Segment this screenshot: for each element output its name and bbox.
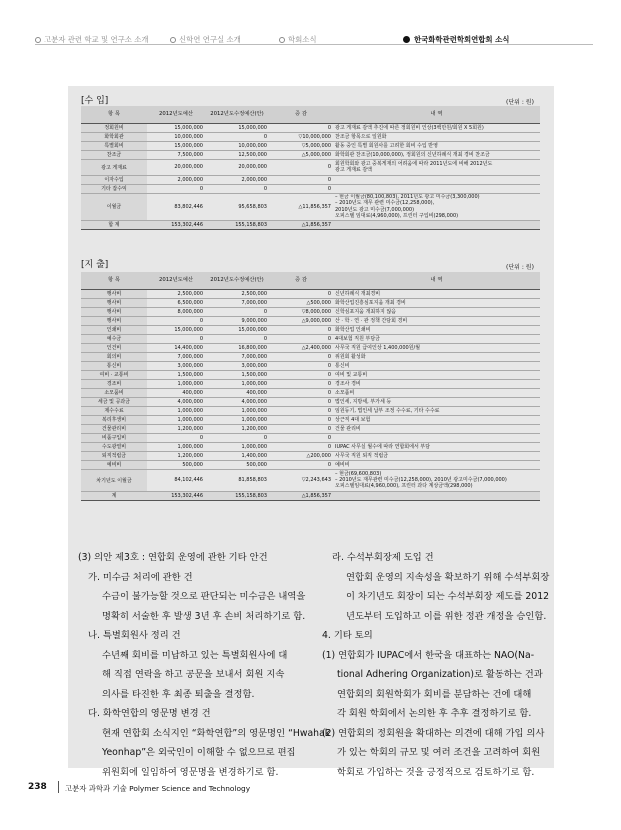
text-line: (2) 연합회의 정회원을 확대하는 의견에 대해 가입 의사 (322, 727, 545, 739)
header-line: 증 감 (295, 111, 307, 118)
nav-item-labs[interactable]: 신학연 연구실 소개 (170, 34, 241, 45)
header-cell (147, 106, 205, 123)
table-cell: 500,000 (147, 460, 205, 469)
table-cell: 7,000,000 (147, 352, 205, 361)
table-cell: 화학회관 (81, 132, 147, 141)
table-cell: 여비 · 교통비 (81, 370, 147, 379)
table-cell: 통신비 (81, 361, 147, 370)
table-cell: 155,158,803 (205, 220, 269, 229)
text-line: 명확히 서술한 후 발생 3년 후 손비 처리하기로 함. (102, 610, 306, 622)
table-cell: 화학회관 찬조금(10,000,000), 정회원의 신년하례식 개최 경비 찬조금 (333, 150, 540, 159)
table-row (81, 325, 540, 334)
table-cell: △1,856,357 (269, 491, 333, 500)
income-title: [수 입] (81, 96, 109, 106)
table-cell: 복리후생비 (81, 415, 147, 424)
cell-line: 오피스텔 임대료(4,960,000), 프린터 구입비(298,000) (335, 212, 459, 219)
table-cell: 찬조금 항목으로 일원화 (333, 132, 540, 141)
table-cell: 14,400,000 (147, 343, 205, 352)
table-cell: 7,500,000 (147, 150, 205, 159)
table-cell: 행사비 (81, 307, 147, 316)
table-row (81, 307, 540, 316)
table-cell: 2,000,000 (147, 175, 205, 184)
table-cell: 1,500,000 (205, 370, 269, 379)
table-cell: 신학심포지움 개최하지 않음 (333, 307, 540, 316)
table-cell: 0 (269, 352, 333, 361)
total-row (81, 220, 540, 229)
text-line: 가. 미수금 처리에 관한 건 (88, 571, 193, 583)
table-cell: 합 계 (81, 220, 147, 229)
header-cell (81, 272, 147, 289)
table-row (81, 334, 540, 343)
cell-line: – 2010년도 재무관련 미수금(12,258,000), 2010년 광고미수금(7,000,000) (335, 476, 507, 483)
text-line: Yeonhap”은 외국인이 이해할 수 없으므로 편집 (102, 747, 296, 758)
table-cell: 0 (205, 132, 269, 141)
table-cell: 10,000,000 (205, 141, 269, 150)
table-row (81, 460, 540, 469)
table-cell: 7,000,000 (205, 352, 269, 361)
table-cell: 화학산업진흥심포지움 개최 경비 (333, 298, 540, 307)
ring-bullet-icon (170, 37, 176, 43)
table-cell: 20,000,000 (147, 159, 205, 175)
table-cell: 건물관리비 (81, 424, 147, 433)
table-cell: 법인세, 지방세, 부가세 등 (333, 397, 540, 406)
table-cell: 153,302,446 (147, 491, 205, 500)
table-cell: 15,000,000 (147, 325, 205, 334)
header-line: 수정예산(안) (234, 111, 264, 118)
table-cell: 400,000 (147, 388, 205, 397)
section-nav (35, 30, 595, 46)
table-cell: ▽8,000,000 (269, 307, 333, 316)
text-line: 나. 특별회원사 정리 건 (88, 630, 181, 641)
table-cell: 20,000,000 (205, 159, 269, 175)
table-cell: 찬조금 (81, 150, 147, 159)
page-footer (28, 780, 588, 796)
table-cell: 0 (147, 433, 205, 442)
table-row (81, 193, 540, 220)
table-cell: 정회원비 (81, 123, 147, 132)
table-cell: 0 (147, 334, 205, 343)
header-line: 2012년도 (159, 277, 183, 284)
table-cell: IUPAC 사무실 월수에 따라 연합회에서 부담 (333, 442, 540, 451)
table-row (81, 361, 540, 370)
table-cell: 2,500,000 (147, 289, 205, 298)
table-cell: 퇴직적립금 (81, 451, 147, 460)
nav-item-society-news[interactable]: 학회소식 (279, 34, 317, 45)
table-cell: 4,000,000 (205, 397, 269, 406)
table-cell: 1,000,000 (205, 415, 269, 424)
table-cell (333, 175, 540, 184)
text-line: tional Adhering Organization)로 활동하는 건과 (337, 669, 543, 680)
header-cell (205, 272, 269, 289)
table-cell: △500,000 (269, 298, 333, 307)
table-row (81, 415, 540, 424)
table-cell: ▽5,000,000 (269, 141, 333, 150)
table-cell: 1,400,000 (205, 451, 269, 460)
table-cell: 15,000,000 (205, 325, 269, 334)
table-cell: 계 (81, 491, 147, 500)
table-cell: 0 (269, 433, 333, 442)
table-cell: 1,200,000 (147, 451, 205, 460)
table-cell: 1,000,000 (147, 406, 205, 415)
table-cell: 화학산업 인쇄비 (333, 325, 540, 334)
table-cell (333, 220, 540, 229)
nav-divider (35, 44, 593, 45)
ring-bullet-icon (279, 37, 285, 43)
table-row (81, 184, 540, 193)
table-cell: 예비비 (81, 460, 147, 469)
table-cell: 인건비 (81, 343, 147, 352)
text-line: 위원회에 일임하여 영문명을 변경하기로 함. (102, 766, 279, 778)
table-cell: 500,000 (205, 460, 269, 469)
table-cell (333, 193, 540, 220)
table-row (81, 433, 540, 442)
cell-line: 2010년도 광고 미수금(7,000,000) (335, 206, 415, 213)
table-cell: 산 · 학 · 연 · 관 정책 간담회 경비 (333, 316, 540, 325)
text-line: 연합회의 회원학회가 회비를 분담하는 건에 대해 (337, 688, 532, 700)
table-cell: 1,200,000 (147, 424, 205, 433)
table-cell: 0 (269, 325, 333, 334)
table-cell: 활동 중인 특별 회원사를 고려한 회비 수입 반영 (333, 141, 540, 150)
table-cell: 0 (205, 184, 269, 193)
left-text-column (78, 548, 330, 782)
table-cell: 1,200,000 (205, 424, 269, 433)
table-cell: 수도광열비 (81, 442, 147, 451)
header-line: 예산 (182, 277, 193, 284)
table-cell: 0 (269, 406, 333, 415)
table-cell: 행사비 (81, 289, 147, 298)
text-line: 년도부터 도입하고 이를 위한 정관 개정을 승인함. (346, 610, 547, 622)
table-cell: 행사비 (81, 298, 147, 307)
table-cell: 3,000,000 (147, 361, 205, 370)
table-row (81, 298, 540, 307)
table-cell: 0 (269, 388, 333, 397)
table-row (81, 379, 540, 388)
table-cell: 이자수입 (81, 175, 147, 184)
table-row (81, 289, 540, 298)
table-cell: 제수수료 (81, 406, 147, 415)
cell-line: 광고 게재료 감액 (335, 167, 372, 173)
table-cell: 4,000,000 (147, 397, 205, 406)
table-row (81, 451, 540, 460)
text-line: 이 차기년도 회장이 되는 수석부회장 제도를 2012 (346, 591, 550, 602)
table-cell: △2,400,000 (269, 343, 333, 352)
text-line: (1) 연합회가 IUPAC에서 한국을 대표하는 NAO(Na- (322, 649, 535, 661)
header-cell (81, 106, 147, 123)
header-line: 증 감 (295, 277, 307, 284)
text-line: 해 직접 연락을 하고 공문을 보내서 회원 지속 (102, 669, 285, 680)
table-cell: 건물 관리비 (333, 424, 540, 433)
text-line: 의사를 타진한 후 최종 퇴출을 결정함. (102, 688, 255, 700)
table-cell: 경조비 (81, 379, 147, 388)
table-cell: 0 (269, 415, 333, 424)
table-cell: 회의비 (81, 352, 147, 361)
table-cell (333, 469, 540, 491)
table-row (81, 150, 540, 159)
table-row (81, 141, 540, 150)
table-cell: 7,000,000 (205, 298, 269, 307)
table-cell: 0 (269, 424, 333, 433)
journal-title: 고분자 과학과 기술 Polymer Science and Technology (65, 784, 251, 793)
table-cell: ▽2,243,643 (269, 469, 333, 491)
table-cell: 8,000,000 (147, 307, 205, 316)
table-cell: 16,800,000 (205, 343, 269, 352)
table-cell: 광고 게재료 감액 추진에 따른 정회원비 인상(3백만원/회원 X 5회원) (333, 123, 540, 132)
table-cell: 위원회 활성화 (333, 352, 540, 361)
table-cell: 1,000,000 (147, 379, 205, 388)
table-cell: 153,302,446 (147, 220, 205, 229)
table-cell: 임원등기, 법인세 납부 조정 수수료, 기타 수수료 (333, 406, 540, 415)
table-cell: 2,500,000 (205, 289, 269, 298)
income-unit: (단위 : 원) (506, 99, 534, 106)
table-cell: 0 (205, 334, 269, 343)
table-cell: 0 (205, 307, 269, 316)
table-cell: 기타 잡수익 (81, 184, 147, 193)
header-cell (269, 106, 333, 123)
table-cell: 행사비 (81, 316, 147, 325)
table-cell: 155,158,803 (205, 491, 269, 500)
table-row (81, 424, 540, 433)
footer-divider (58, 781, 59, 793)
table-cell: 0 (269, 159, 333, 175)
table-row (81, 388, 540, 397)
table-cell: 1,000,000 (147, 415, 205, 424)
expense-title: [지 출] (81, 260, 109, 270)
table-row (81, 175, 540, 184)
header-line: 예산 (182, 111, 193, 118)
table-cell: 6,500,000 (147, 298, 205, 307)
table-cell: 통신비 (333, 361, 540, 370)
table-cell: 84,102,446 (147, 469, 205, 491)
table-cell: 0 (269, 442, 333, 451)
table-row (81, 159, 540, 175)
expense-table (81, 272, 540, 501)
table-cell (333, 159, 540, 175)
table-cell: 12,500,000 (205, 150, 269, 159)
text-line: 4. 기타 토의 (322, 630, 373, 641)
cell-line: 오피스텔임대료(4,960,000), 프린터 과다 계상금액(298,000) (335, 483, 473, 490)
table-cell: 0 (269, 334, 333, 343)
table-cell: 특별회비 (81, 141, 147, 150)
table-cell: 예비비 (333, 460, 540, 469)
total-row (81, 491, 540, 500)
table-cell: 광고 게재료 (81, 159, 147, 175)
header-line: 2012년도 (159, 111, 183, 118)
table-cell: 0 (269, 184, 333, 193)
table-row (81, 123, 540, 132)
table-cell: 1,000,000 (147, 442, 205, 451)
header-line: 내 역 (430, 277, 443, 284)
table-cell: 0 (269, 123, 333, 132)
table-cell: 0 (205, 433, 269, 442)
table-cell: 사무국 직원 퇴직 적립금 (333, 451, 540, 460)
text-line: (3) 의안 제3호 : 연합회 운영에 관한 기타 안건 (78, 552, 268, 563)
table-row (81, 469, 540, 491)
header-line: 항 목 (108, 277, 120, 284)
table-cell: ▽10,000,000 (269, 132, 333, 141)
table-cell: 신년하례식 개최경비 (333, 289, 540, 298)
table-cell: △200,000 (269, 451, 333, 460)
table-cell: 비품구입비 (81, 433, 147, 442)
table-cell: 상근직 4대 보험 (333, 415, 540, 424)
table-row (81, 352, 540, 361)
cell-line: 회원학회와 광고 중복게재의 어려움에 따라 2011년도에 비해 2012년도 (335, 160, 493, 167)
table-cell (333, 491, 540, 500)
header-cell (333, 106, 540, 123)
cell-line: – 현금(69,600,803) (335, 470, 382, 477)
header-line: 2012년도 (210, 111, 234, 118)
table-row (81, 397, 540, 406)
header-cell (333, 272, 540, 289)
text-line: 연합회 운영의 지속성을 확보하기 위해 수석부회장 (346, 571, 550, 583)
filled-bullet-icon (403, 36, 410, 43)
table-cell: 1,000,000 (205, 379, 269, 388)
table-cell: 1,000,000 (205, 406, 269, 415)
text-line: 학회로 가입하는 것을 긍정적으로 검토하기로 함. (337, 766, 535, 778)
table-cell: 세금 및 공과금 (81, 397, 147, 406)
table-cell (333, 433, 540, 442)
page-number: 238 (28, 782, 47, 792)
table-row (81, 370, 540, 379)
header-line: 항 목 (108, 111, 120, 118)
table-cell: 사무국 직원 급여인상 1,400,000원/월 (333, 343, 540, 352)
table-cell: 0 (269, 370, 333, 379)
expense-unit: (단위 : 원) (506, 264, 534, 271)
table-row (81, 132, 540, 141)
header-line: 2012년도 (210, 277, 234, 284)
header-line: 수정예산(안) (234, 277, 264, 284)
table-row (81, 442, 540, 451)
right-text-column (322, 548, 549, 782)
text-line: 각 회원 학회에서 논의한 후 추후 결정하기로 함. (337, 708, 532, 719)
header-cell (269, 272, 333, 289)
table-cell: 400,000 (205, 388, 269, 397)
table-cell: 0 (269, 460, 333, 469)
table-row (81, 316, 540, 325)
table-cell: △1,856,357 (269, 220, 333, 229)
table-cell: 1,500,000 (147, 370, 205, 379)
cell-line: – 2010년도 재무 관련 미수금(12,258,000), (335, 200, 435, 207)
table-cell: 0 (269, 397, 333, 406)
table-cell: 15,000,000 (147, 141, 205, 150)
table-cell: 10,000,000 (147, 132, 205, 141)
text-line: 가 있는 학회의 규모 및 여러 조건을 고려하여 회원 (337, 747, 541, 758)
table-cell: 15,000,000 (205, 123, 269, 132)
table-cell: 이월금 (81, 193, 147, 220)
table-cell: 0 (147, 316, 205, 325)
table-cell: 소모품비 (81, 388, 147, 397)
table-cell: 3,000,000 (205, 361, 269, 370)
text-line: 수금이 불가능할 것으로 판단되는 미수금은 내역을 (102, 591, 306, 602)
text-line: 라. 수석부회장제 도입 건 (332, 552, 434, 563)
table-cell: 15,000,000 (147, 123, 205, 132)
text-line: 현재 연합회 소식지인 “화학연합”의 영문명인 “Hwahak (102, 727, 331, 739)
table-cell: 81,858,803 (205, 469, 269, 491)
table-cell: 83,802,446 (147, 193, 205, 220)
table-cell: 9,000,000 (205, 316, 269, 325)
text-line: 다. 화학연합의 영문명 변경 건 (88, 708, 211, 719)
table-cell: 0 (269, 289, 333, 298)
table-cell: △5,000,000 (269, 150, 333, 159)
table-cell: 여비 및 교통비 (333, 370, 540, 379)
table-cell: 소모품비 (333, 388, 540, 397)
table-cell: 차기년도 이월금 (81, 469, 147, 491)
table-row (81, 406, 540, 415)
table-cell: 0 (269, 379, 333, 388)
nav-item-federation-news[interactable]: 한국화학관련학회연합회 소식 (403, 34, 509, 45)
header-cell (147, 272, 205, 289)
table-cell: 2,000,000 (205, 175, 269, 184)
table-cell: 1,000,000 (205, 442, 269, 451)
table-cell: 경조사 경비 (333, 379, 540, 388)
table-cell: 4대보험 직원 부담금 (333, 334, 540, 343)
ring-bullet-icon (35, 37, 41, 43)
table-cell: 예수금 (81, 334, 147, 343)
cell-line: – 현금 이월금(80,100,803), 2011년도 광고 미수금(3,300,000) (335, 194, 480, 201)
table-cell: 0 (269, 175, 333, 184)
table-cell: 95,658,803 (205, 193, 269, 220)
table-cell: △9,000,000 (269, 316, 333, 325)
text-line: 수년째 회비를 미납하고 있는 특별회원사에 대 (102, 649, 288, 661)
header-cell (205, 106, 269, 123)
table-row (81, 343, 540, 352)
income-table (81, 106, 540, 230)
table-cell: 0 (147, 184, 205, 193)
table-cell (333, 184, 540, 193)
table-cell: △11,856,357 (269, 193, 333, 220)
nav-item-schools[interactable]: 고분자 관련 학교 및 연구소 소개 (35, 34, 149, 45)
table-cell: 0 (269, 361, 333, 370)
header-line: 내 역 (430, 111, 443, 118)
table-cell: 인쇄비 (81, 325, 147, 334)
